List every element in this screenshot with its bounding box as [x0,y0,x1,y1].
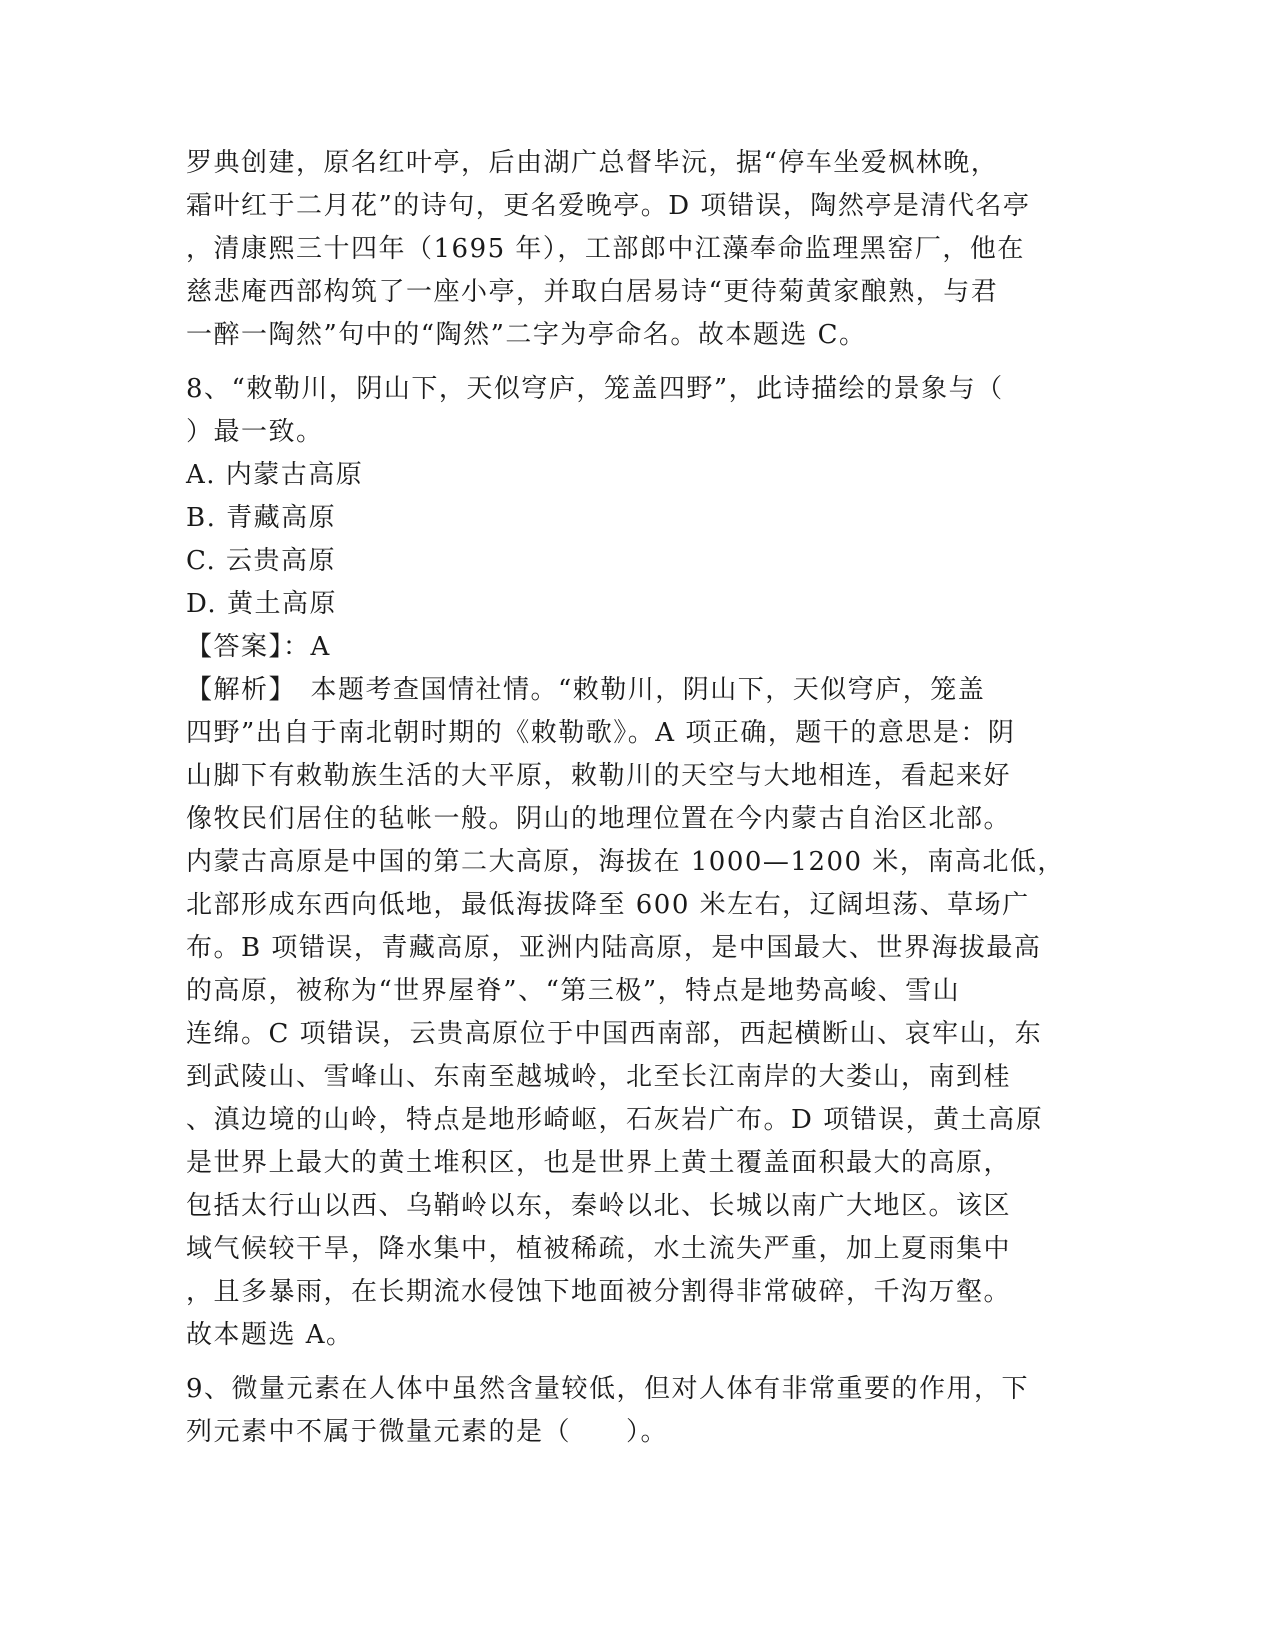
text-line: 罗典创建，原名红叶亭，后由湖广总督毕沅，据“停车坐爱枫林晚， [186,148,999,178]
option-d: D. 黄土高原 [186,589,337,619]
question-stem-line: 9、微量元素在人体中虽然含量较低，但对人体有非常重要的作用，下 [186,1374,1030,1404]
question-stem-line: ）最一致。 [186,417,324,447]
question-stem-line: 列元素中不属于微量元素的是（ ）。 [186,1417,669,1447]
text-line: 一醉一陶然”句中的“陶然”二字为亭命名。故本题选 C。 [186,320,867,350]
explanation-line: 故本题选 A。 [186,1320,354,1350]
explanation [186,669,1086,1357]
option-b: B. 青藏高原 [186,503,337,533]
explanation-line: ，且多暴雨，在长期流水侵蚀下地面被分割得非常破碎，千沟万壑。 [186,1277,1012,1307]
explanation-line: 四野”出自于南北朝时期的《敕勒歌》。A 项正确，题干的意思是：阴 [186,718,1016,748]
explanation-line: 北部形成东西向低地，最低海拔降至 600 米左右，辽阔坦荡、草场广 [186,890,1030,920]
text-line: ，清康熙三十四年（1695 年），工部郎中江藻奉命监理黑窑厂，他在 [186,234,1025,264]
spacer [186,357,1086,368]
answer: 【答案】：A [186,632,331,662]
explanation-line: 域气候较干旱，降水集中，植被稀疏，水土流失严重，加上夏雨集中 [186,1234,1012,1264]
explanation-line: 到武陵山、雪峰山、东南至越城岭，北至长江南岸的大娄山，南到桂 [186,1062,1012,1092]
document-page [186,142,1086,1454]
question-9 [186,1368,1086,1454]
previous-explanation [186,142,1086,357]
explanation-line: 内蒙古高原是中国的第二大高原，海拔在 1000—1200 米，南高北低， [186,847,1065,877]
option-c: C. 云贵高原 [186,546,336,576]
explanation-line: 像牧民们居住的毡帐一般。阴山的地理位置在今内蒙古自治区北部。 [186,804,1012,834]
explanation-line: 连绵。C 项错误，云贵高原位于中国西南部，西起横断山、哀牢山，东 [186,1019,1043,1049]
text-line: 慈悲庵西部构筑了一座小亭，并取白居易诗“更待菊黄家酿熟，与君 [186,277,999,307]
explanation-line: 、滇边境的山岭，特点是地形崎岖，石灰岩广布。D 项错误，黄土高原 [186,1105,1044,1135]
question-stem-line: 8、“敕勒川，阴山下，天似穹庐，笼盖四野”，此诗描绘的景象与（ [186,374,1004,404]
option-a: A. 内蒙古高原 [186,460,364,490]
explanation-line: 包括太行山以西、乌鞘岭以东，秦岭以北、长城以南广大地区。该区 [186,1191,1012,1221]
question-8 [186,368,1086,1357]
explanation-line: 山脚下有敕勒族生活的大平原，敕勒川的天空与大地相连，看起来好 [186,761,1012,791]
spacer [186,1357,1086,1368]
explanation-line: 布。B 项错误，青藏高原，亚洲内陆高原，是中国最大、世界海拔最高 [186,933,1042,963]
explanation-line: 【解析】 本题考查国情社情。“敕勒川，阴山下，天似穹庐，笼盖 [186,675,986,705]
text-line: 霜叶红于二月花”的诗句，更名爱晚亭。D 项错误，陶然亭是清代名亭 [186,191,1031,221]
explanation-line: 是世界上最大的黄土堆积区，也是世界上黄土覆盖面积最大的高原， [186,1148,1012,1178]
explanation-line: 的高原，被称为“世界屋脊”、“第三极”，特点是地势高峻、雪山 [186,976,961,1006]
